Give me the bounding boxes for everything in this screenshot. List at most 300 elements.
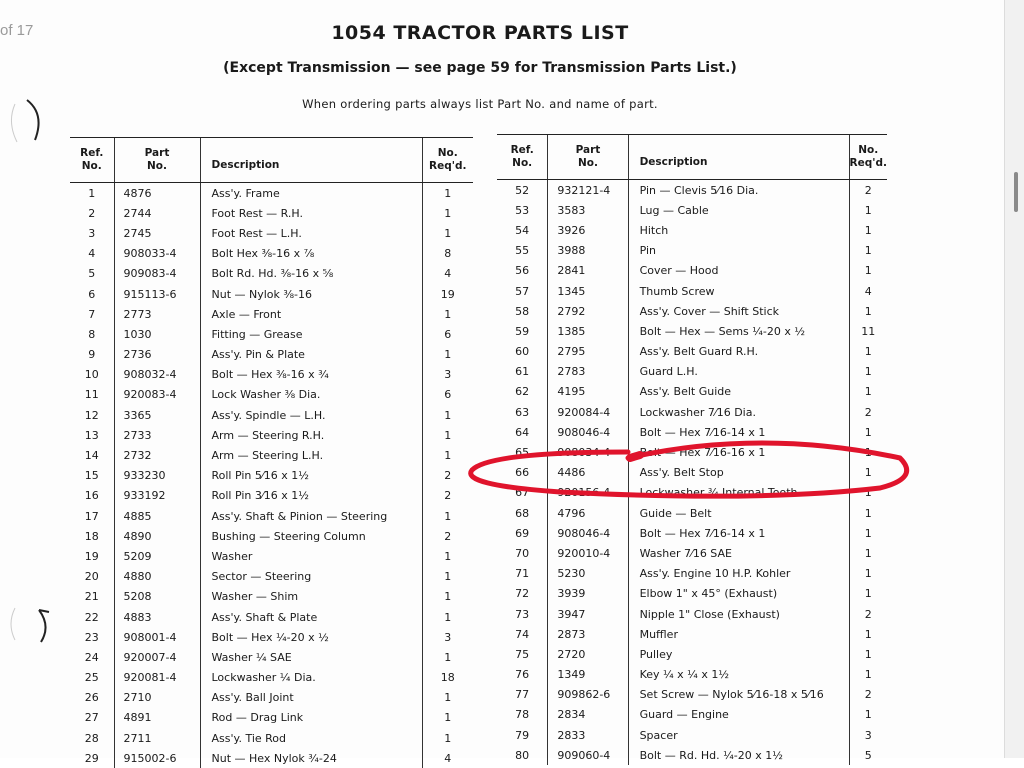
table-row: [497, 543, 887, 563]
description-cell: Bushing — Steering Column: [200, 526, 422, 546]
description-cell: Pin: [628, 241, 849, 261]
table-row: [70, 385, 473, 405]
table-row: [497, 644, 887, 664]
ref-no-cell: 1: [88, 186, 96, 200]
ref-no-cell: 64: [515, 425, 530, 439]
ref-no-cell: 56: [515, 264, 530, 278]
qty-header: No. Req'd.: [849, 135, 887, 180]
qty-cell: 1: [849, 644, 887, 664]
table-row: [70, 627, 473, 647]
part-no-cell: 4885: [114, 506, 200, 526]
document-title: 1054 TRACTOR PARTS LIST: [331, 22, 629, 44]
part-no-cell: 2773: [114, 304, 200, 324]
description-cell: Set Screw — Nylok 5⁄16-18 x 5⁄16: [628, 685, 849, 705]
part-no-cell: 909083-4: [114, 264, 200, 284]
qty-cell: 2: [422, 486, 473, 506]
table-row: [70, 425, 473, 445]
description-cell: Thumb Screw: [628, 281, 849, 301]
qty-cell: 3: [422, 627, 473, 647]
ref-no-cell: 24: [84, 650, 99, 664]
table-row: [70, 546, 473, 566]
table-row: [497, 362, 887, 382]
ref-no-cell: 79: [515, 728, 530, 742]
description-header: Description: [628, 135, 849, 180]
qty-cell: 1: [849, 463, 887, 483]
qty-cell: 6: [422, 324, 473, 344]
part-no-cell: 4876: [114, 183, 200, 204]
part-no-cell: 1385: [548, 321, 628, 341]
part-no-cell: 920083-4: [114, 385, 200, 405]
table-row: [70, 486, 473, 506]
table-row: [497, 665, 887, 685]
table-row: [497, 382, 887, 402]
table-row: [497, 624, 887, 644]
part-no-cell: 2720: [548, 644, 628, 664]
ref-no-cell: 12: [84, 408, 99, 422]
ref-no-cell: 67: [515, 486, 530, 500]
ref-no-cell: 11: [84, 388, 99, 402]
ref-no-cell: 22: [84, 610, 99, 624]
part-no-cell: 4796: [548, 503, 628, 523]
description-cell: Foot Rest — R.H.: [200, 203, 422, 223]
description-cell: Fitting — Grease: [200, 324, 422, 344]
ref-no-cell: 16: [84, 489, 99, 503]
description-cell: Ass'y. Spindle — L.H.: [200, 405, 422, 425]
ref-no-cell: 71: [515, 567, 530, 581]
ref-no-cell: 26: [84, 691, 99, 705]
ref-no-cell: 13: [84, 428, 99, 442]
description-cell: Bolt — Hex 7⁄16-14 x 1: [628, 523, 849, 543]
ref-no-cell: 14: [84, 449, 99, 463]
qty-cell: 1: [422, 445, 473, 465]
description-cell: Ass'y. Tie Rod: [200, 728, 422, 748]
qty-cell: 1: [849, 200, 887, 220]
qty-cell: 1: [422, 728, 473, 748]
ref-no-cell: 27: [84, 711, 99, 725]
table-row: [70, 405, 473, 425]
table-row: [70, 526, 473, 546]
description-cell: Washer ¼ SAE: [200, 647, 422, 667]
part-no-cell: 4880: [114, 567, 200, 587]
table-row: [497, 685, 887, 705]
description-cell: Roll Pin 3⁄16 x 1½: [200, 486, 422, 506]
table-header-row: [70, 138, 473, 183]
description-cell: Guide — Belt: [628, 503, 849, 523]
qty-cell: 1: [849, 523, 887, 543]
qty-cell: 1: [849, 382, 887, 402]
ref-no-cell: 68: [515, 506, 530, 520]
qty-cell: 1: [849, 503, 887, 523]
ref-no-cell: 6: [88, 287, 96, 301]
qty-cell: 1: [849, 584, 887, 604]
part-no-cell: 2744: [114, 203, 200, 223]
part-no-cell: 908034-4: [548, 442, 628, 462]
part-no-cell: 2834: [548, 705, 628, 725]
ref-no-cell: 10: [84, 368, 99, 382]
ref-no-cell: 63: [515, 405, 530, 419]
part-no-cell: 2733: [114, 425, 200, 445]
ref-no-cell: 69: [515, 526, 530, 540]
description-cell: Bolt — Hex ¼-20 x ½: [200, 627, 422, 647]
qty-cell: 1: [422, 345, 473, 365]
part-no-cell: 1345: [548, 281, 628, 301]
table-row: [70, 304, 473, 324]
table-row: [497, 604, 887, 624]
ref-no-cell: 77: [515, 688, 530, 702]
part-no-cell: 4891: [114, 708, 200, 728]
ref-no-cell: 3: [88, 226, 96, 240]
ref-no-cell: 74: [515, 627, 530, 641]
qty-cell: 1: [422, 183, 473, 204]
part-no-cell: 908033-4: [114, 244, 200, 264]
qty-cell: 1: [422, 688, 473, 708]
part-no-cell: 920084-4: [548, 402, 628, 422]
table-row: [70, 365, 473, 385]
table-row: [70, 647, 473, 667]
qty-cell: 1: [849, 422, 887, 442]
qty-cell: 6: [422, 385, 473, 405]
description-cell: Spacer: [628, 725, 849, 745]
binder-hole-top-icon: [5, 92, 55, 152]
document-subtitle: (Except Transmission — see page 59 for Transmission Parts List.): [223, 60, 737, 76]
qty-cell: 3: [422, 365, 473, 385]
ref-no-cell: 15: [84, 469, 99, 483]
part-no-cell: 920007-4: [114, 647, 200, 667]
description-cell: Ass'y. Shaft & Pinion — Steering: [200, 506, 422, 526]
ref-no-cell: 18: [84, 529, 99, 543]
qty-cell: 1: [422, 223, 473, 243]
description-cell: Lug — Cable: [628, 200, 849, 220]
description-cell: Arm — Steering R.H.: [200, 425, 422, 445]
part-no-cell: 908046-4: [548, 422, 628, 442]
description-cell: Washer: [200, 546, 422, 566]
ref-no-cell: 58: [515, 304, 530, 318]
table-row: [497, 725, 887, 745]
ref-no-cell: 19: [84, 549, 99, 563]
part-no-cell: 3583: [548, 200, 628, 220]
ref-no-cell: 25: [84, 671, 99, 685]
part-no-cell: 920010-4: [548, 543, 628, 563]
part-no-cell: 2736: [114, 345, 200, 365]
part-no-cell: 908001-4: [114, 627, 200, 647]
ref-no-cell: 80: [515, 748, 530, 762]
part-no-cell: 3365: [114, 405, 200, 425]
ref-no-cell: 57: [515, 284, 530, 298]
part-no-cell: 909862-6: [548, 685, 628, 705]
part-no-cell: 4195: [548, 382, 628, 402]
part-no-cell: 920081-4: [114, 668, 200, 688]
ref-no-cell: 9: [88, 348, 96, 362]
qty-cell: 1: [849, 220, 887, 240]
ref-no-cell: 65: [515, 446, 530, 460]
part-no-cell: 915002-6: [114, 748, 200, 768]
part-no-cell: 933192: [114, 486, 200, 506]
description-cell: Lock Washer ⅜ Dia.: [200, 385, 422, 405]
part-no-cell: 915113-6: [114, 284, 200, 304]
qty-cell: 2: [422, 466, 473, 486]
part-no-cell: 2783: [548, 362, 628, 382]
part-no-cell: 920156-4: [548, 483, 628, 503]
description-cell: Bolt — Rd. Hd. ¼-20 x 1½: [628, 745, 849, 765]
qty-cell: 1: [849, 301, 887, 321]
ref-no-cell: 66: [515, 466, 530, 480]
part-no-cell: 3926: [548, 220, 628, 240]
table-row: [497, 584, 887, 604]
ref-no-cell: 61: [515, 365, 530, 379]
vertical-scrollbar[interactable]: [1004, 0, 1024, 758]
qty-cell: 1: [422, 304, 473, 324]
table-row: [497, 200, 887, 220]
qty-cell: 1: [849, 564, 887, 584]
ref-no-cell: 21: [84, 590, 99, 604]
table-row: [70, 567, 473, 587]
qty-cell: 19: [422, 284, 473, 304]
part-no-cell: 1030: [114, 324, 200, 344]
description-cell: Bolt Hex ⅜-16 x ⅞: [200, 244, 422, 264]
description-cell: Foot Rest — L.H.: [200, 223, 422, 243]
qty-cell: 1: [422, 405, 473, 425]
table-row: [497, 220, 887, 240]
ref-no-cell: 76: [515, 668, 530, 682]
parts-table-left: [70, 137, 473, 768]
description-cell: Ass'y. Frame: [200, 183, 422, 204]
table-row: [497, 180, 887, 201]
part-no-cell: 2732: [114, 445, 200, 465]
page-indicator: of 17: [0, 22, 34, 39]
part-no-cell: 3947: [548, 604, 628, 624]
qty-cell: 1: [849, 342, 887, 362]
qty-cell: 1: [849, 705, 887, 725]
part-no-cell: 5209: [114, 546, 200, 566]
table-row: [70, 688, 473, 708]
part-no-cell: 908046-4: [548, 523, 628, 543]
qty-cell: 1: [849, 543, 887, 563]
table-row: [497, 523, 887, 543]
table-row: [70, 324, 473, 344]
qty-cell: 1: [422, 203, 473, 223]
qty-cell: 2: [849, 402, 887, 422]
description-cell: Ass'y. Ball Joint: [200, 688, 422, 708]
ref-no-cell: 70: [515, 546, 530, 560]
table-row: [497, 564, 887, 584]
ref-no-header: Ref. No.: [497, 135, 548, 180]
ref-no-cell: 8: [88, 327, 96, 341]
description-cell: Bolt — Hex 7⁄16-16 x 1: [628, 442, 849, 462]
ref-no-cell: 59: [515, 324, 530, 338]
part-no-cell: 2795: [548, 342, 628, 362]
qty-cell: 2: [849, 180, 887, 201]
description-cell: Elbow 1" x 45° (Exhaust): [628, 584, 849, 604]
description-cell: Arm — Steering L.H.: [200, 445, 422, 465]
table-row: [497, 342, 887, 362]
ref-no-cell: 60: [515, 345, 530, 359]
description-cell: Nut — Nylok ⅜-16: [200, 284, 422, 304]
table-header-row: [497, 135, 887, 180]
table-row: [497, 321, 887, 341]
qty-cell: 11: [849, 321, 887, 341]
description-cell: Guard L.H.: [628, 362, 849, 382]
table-row: [497, 261, 887, 281]
qty-cell: 1: [422, 506, 473, 526]
description-cell: Ass'y. Shaft & Plate: [200, 607, 422, 627]
description-cell: Lockwasher ¼ Dia.: [200, 668, 422, 688]
qty-cell: 1: [422, 425, 473, 445]
part-no-cell: 932121-4: [548, 180, 628, 201]
description-cell: Ass'y. Pin & Plate: [200, 345, 422, 365]
description-cell: Bolt — Hex 7⁄16-14 x 1: [628, 422, 849, 442]
table-row: [497, 745, 887, 765]
description-cell: Sector — Steering: [200, 567, 422, 587]
table-row: [70, 668, 473, 688]
qty-cell: 1: [849, 362, 887, 382]
description-cell: Cover — Hood: [628, 261, 849, 281]
part-no-cell: 2710: [114, 688, 200, 708]
table-row: [497, 281, 887, 301]
qty-cell: 4: [849, 281, 887, 301]
ref-no-cell: 4: [88, 247, 96, 261]
description-cell: Guard — Engine: [628, 705, 849, 725]
description-cell: Rod — Drag Link: [200, 708, 422, 728]
description-cell: Nut — Hex Nylok ¾-24: [200, 748, 422, 768]
qty-cell: 1: [849, 624, 887, 644]
part-no-cell: 2873: [548, 624, 628, 644]
hand-drawn-highlight-circle: [460, 430, 920, 510]
description-cell: Nipple 1" Close (Exhaust): [628, 604, 849, 624]
description-cell: Roll Pin 5⁄16 x 1½: [200, 466, 422, 486]
qty-cell: 1: [849, 261, 887, 281]
description-cell: Ass'y. Belt Guard R.H.: [628, 342, 849, 362]
part-no-cell: 5230: [548, 564, 628, 584]
description-cell: Key ¼ x ¼ x 1½: [628, 665, 849, 685]
part-no-cell: 5208: [114, 587, 200, 607]
ref-no-cell: 23: [84, 630, 99, 644]
part-no-header: Part No.: [548, 135, 628, 180]
part-no-cell: 2833: [548, 725, 628, 745]
ref-no-cell: 5: [88, 267, 96, 281]
ref-no-cell: 20: [84, 570, 99, 584]
ref-no-cell: 17: [84, 509, 99, 523]
part-no-cell: 4486: [548, 463, 628, 483]
ref-no-cell: 72: [515, 587, 530, 601]
table-row: [70, 244, 473, 264]
part-no-cell: 3939: [548, 584, 628, 604]
part-no-cell: 909060-4: [548, 745, 628, 765]
qty-cell: 1: [422, 567, 473, 587]
ref-no-cell: 52: [515, 183, 530, 197]
part-no-cell: 4883: [114, 607, 200, 627]
ref-no-cell: 7: [88, 307, 96, 321]
description-cell: Pulley: [628, 644, 849, 664]
qty-cell: 18: [422, 668, 473, 688]
qty-header: No. Req'd.: [422, 138, 473, 183]
description-cell: Muffler: [628, 624, 849, 644]
ref-no-cell: 78: [515, 708, 530, 722]
description-cell: Ass'y. Cover — Shift Stick: [628, 301, 849, 321]
ref-no-header: Ref. No.: [70, 138, 114, 183]
qty-cell: 2: [849, 685, 887, 705]
table-row: [70, 708, 473, 728]
description-cell: Washer — Shim: [200, 587, 422, 607]
part-no-header: Part No.: [114, 138, 200, 183]
part-no-cell: 2711: [114, 728, 200, 748]
qty-cell: 2: [422, 526, 473, 546]
qty-cell: 1: [422, 647, 473, 667]
part-no-cell: 3988: [548, 241, 628, 261]
description-cell: Lockwasher 7⁄16 Dia.: [628, 402, 849, 422]
ref-no-cell: 62: [515, 385, 530, 399]
table-row: [497, 301, 887, 321]
table-row: [70, 203, 473, 223]
part-no-cell: 933230: [114, 466, 200, 486]
description-cell: Ass'y. Engine 10 H.P. Kohler: [628, 564, 849, 584]
qty-cell: 4: [422, 264, 473, 284]
part-no-cell: 2792: [548, 301, 628, 321]
qty-cell: 3: [849, 725, 887, 745]
qty-cell: 1: [422, 607, 473, 627]
ref-no-cell: 75: [515, 647, 530, 661]
table-row: [70, 284, 473, 304]
description-cell: Washer 7⁄16 SAE: [628, 543, 849, 563]
ref-no-cell: 55: [515, 244, 530, 258]
table-row: [70, 728, 473, 748]
description-cell: Bolt Rd. Hd. ⅜-16 x ⅝: [200, 264, 422, 284]
table-row: [70, 345, 473, 365]
table-row: [70, 587, 473, 607]
description-cell: Bolt — Hex — Sems ¼-20 x ½: [628, 321, 849, 341]
description-cell: Hitch: [628, 220, 849, 240]
ref-no-cell: 73: [515, 607, 530, 621]
table-row: [497, 402, 887, 422]
description-cell: Ass'y. Belt Stop: [628, 463, 849, 483]
scrollbar-thumb[interactable]: [1014, 172, 1018, 212]
description-cell: Pin — Clevis 5⁄16 Dia.: [628, 180, 849, 201]
table-row: [70, 264, 473, 284]
qty-cell: 1: [422, 587, 473, 607]
part-no-cell: 908032-4: [114, 365, 200, 385]
table-row: [70, 183, 473, 204]
table-row: [497, 241, 887, 261]
qty-cell: 1: [422, 546, 473, 566]
description-cell: Bolt — Hex ⅜-16 x ¾: [200, 365, 422, 385]
qty-cell: 1: [849, 241, 887, 261]
ordering-note: When ordering parts always list Part No. and name of part.: [302, 97, 658, 111]
qty-cell: 1: [422, 708, 473, 728]
part-no-cell: 2745: [114, 223, 200, 243]
table-row: [70, 445, 473, 465]
qty-cell: 4: [422, 748, 473, 768]
description-cell: Axle — Front: [200, 304, 422, 324]
ref-no-cell: 29: [84, 751, 99, 765]
qty-cell: 5: [849, 745, 887, 765]
qty-cell: 1: [849, 483, 887, 503]
description-cell: Ass'y. Belt Guide: [628, 382, 849, 402]
table-row: [70, 607, 473, 627]
qty-cell: 8: [422, 244, 473, 264]
part-no-cell: 1349: [548, 665, 628, 685]
table-row: [70, 748, 473, 768]
qty-cell: 1: [849, 442, 887, 462]
ref-no-cell: 54: [515, 223, 530, 237]
ref-no-cell: 28: [84, 731, 99, 745]
ref-no-cell: 2: [88, 206, 96, 220]
table-row: [70, 506, 473, 526]
table-row: [70, 223, 473, 243]
part-no-cell: 4890: [114, 526, 200, 546]
binder-hole-bottom-icon: [5, 600, 55, 650]
qty-cell: 2: [849, 604, 887, 624]
description-cell: Lockwasher ¾ Internal Tooth: [628, 483, 849, 503]
part-no-cell: 2841: [548, 261, 628, 281]
